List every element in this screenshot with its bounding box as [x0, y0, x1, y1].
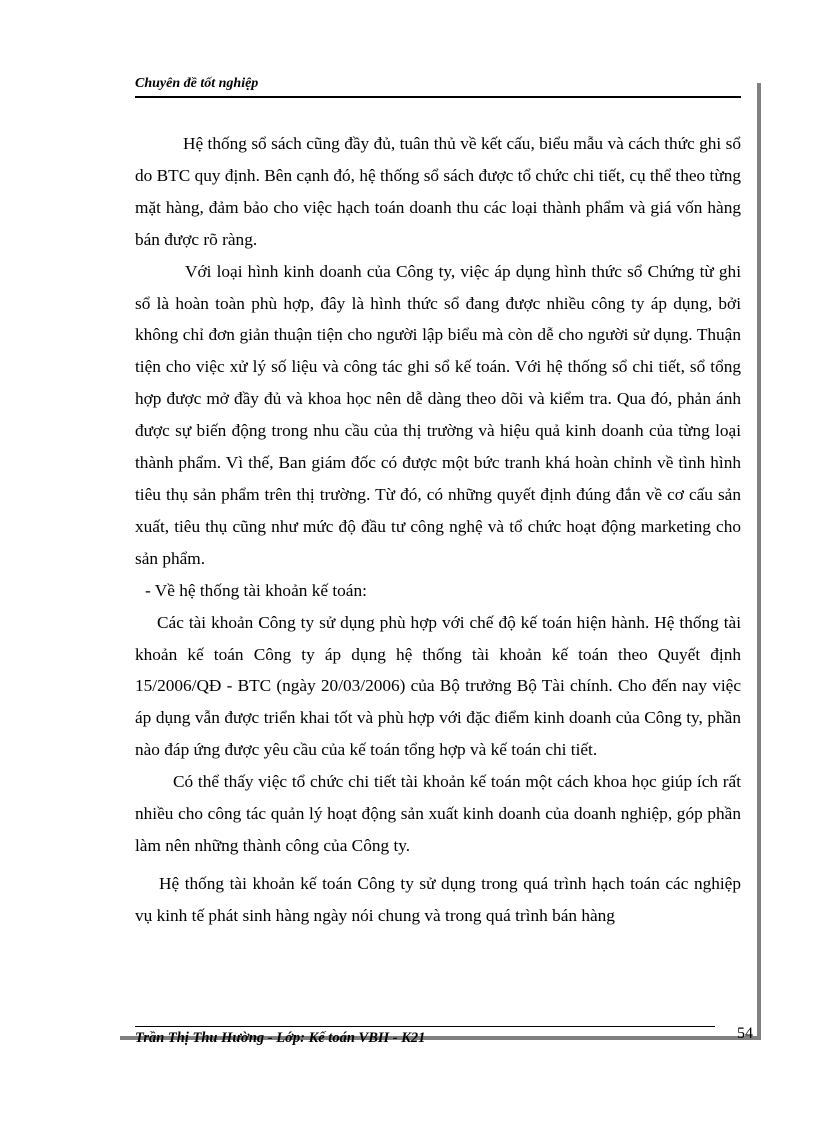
- page-header-title: Chuyên đề tốt nghiệp: [135, 76, 259, 91]
- header-divider: [135, 96, 741, 98]
- paragraph: Hệ thống tài khoản kế toán Công ty sử dụng trong quá trình hạch toán các nghiệp vụ kinh tế phát sinh hàng ngày nói chung và trong quá trình bán hàng: [135, 873, 741, 925]
- footer-author: Trần Thị Thu Hường - Lớp: Kế toán VBII - K21: [135, 1030, 426, 1046]
- page-border-shadow-right: [757, 83, 761, 1038]
- paragraph: Có thể thấy việc tổ chức chi tiết tài khoản kế toán một cách khoa học giúp ích rất nhiều cho công tác quản lý hoạt động sản xuất kinh doanh của doanh nghiệp, góp phần làm nên những thành công của Công ty.: [135, 772, 741, 855]
- paragraph: Với loại hình kinh doanh của Công ty, việc áp dụng hình thức sổ Chứng từ ghi sổ là hoàn toàn phù hợp, đây là hình thức sổ đang được nhiều công ty áp dụng, bởi không chỉ đơn giản thuận tiện cho người lập biểu mà còn dễ cho người sử dụng. Thuận tiện cho việc xử lý số liệu và công tác ghi sổ kế toán. Với hệ thống sổ chi tiết, sổ tổng hợp được mở đầy đủ và khoa học nên dễ dàng theo dõi và kiểm tra. Qua đó, phản ánh được sự biến động trong nhu cầu của thị trường và hiệu quả kinh doanh của từng loại thành phẩm. Vì thế, Ban giám đốc có được một bức tranh khá hoàn chỉnh về tình hình tiêu thụ sản phẩm trên thị trường. Từ đó, có những quyết định đúng đắn về cơ cấu sản xuất, tiêu thụ cũng như mức độ đầu tư công nghệ và tổ chức hoạt động marketing cho sản phẩm.: [135, 261, 741, 568]
- section-heading: - Về hệ thống tài khoản kế toán:: [145, 580, 367, 600]
- document-body: [135, 128, 741, 932]
- paragraph: Hệ thống sổ sách cũng đầy đủ, tuân thủ về kết cấu, biểu mẫu và cách thức ghi sổ do BTC quy định. Bên cạnh đó, hệ thống sổ sách được tổ chức chi tiết, cụ thể theo từng mặt hàng, đảm bảo cho việc hạch toán doanh thu các loại thành phẩm và giá vốn hàng bán được rõ ràng.: [135, 134, 741, 249]
- paragraph: Các tài khoản Công ty sử dụng phù hợp với chế độ kế toán hiện hành. Hệ thống tài khoản kế toán Công ty áp dụng hệ thống tài khoản kế toán theo Quyết định 15/2006/QĐ - BTC (ngày 20/03/2006) của Bộ trưởng Bộ Tài chính. Cho đến nay việc áp dụng vẫn được triển khai tốt và phù hợp với đặc điểm kinh doanh của Công ty, phần nào đáp ứng được yêu cầu của kế toán tổng hợp và kế toán chi tiết.: [135, 612, 741, 760]
- footer-divider: [135, 1026, 715, 1027]
- page-number: 54: [737, 1025, 753, 1042]
